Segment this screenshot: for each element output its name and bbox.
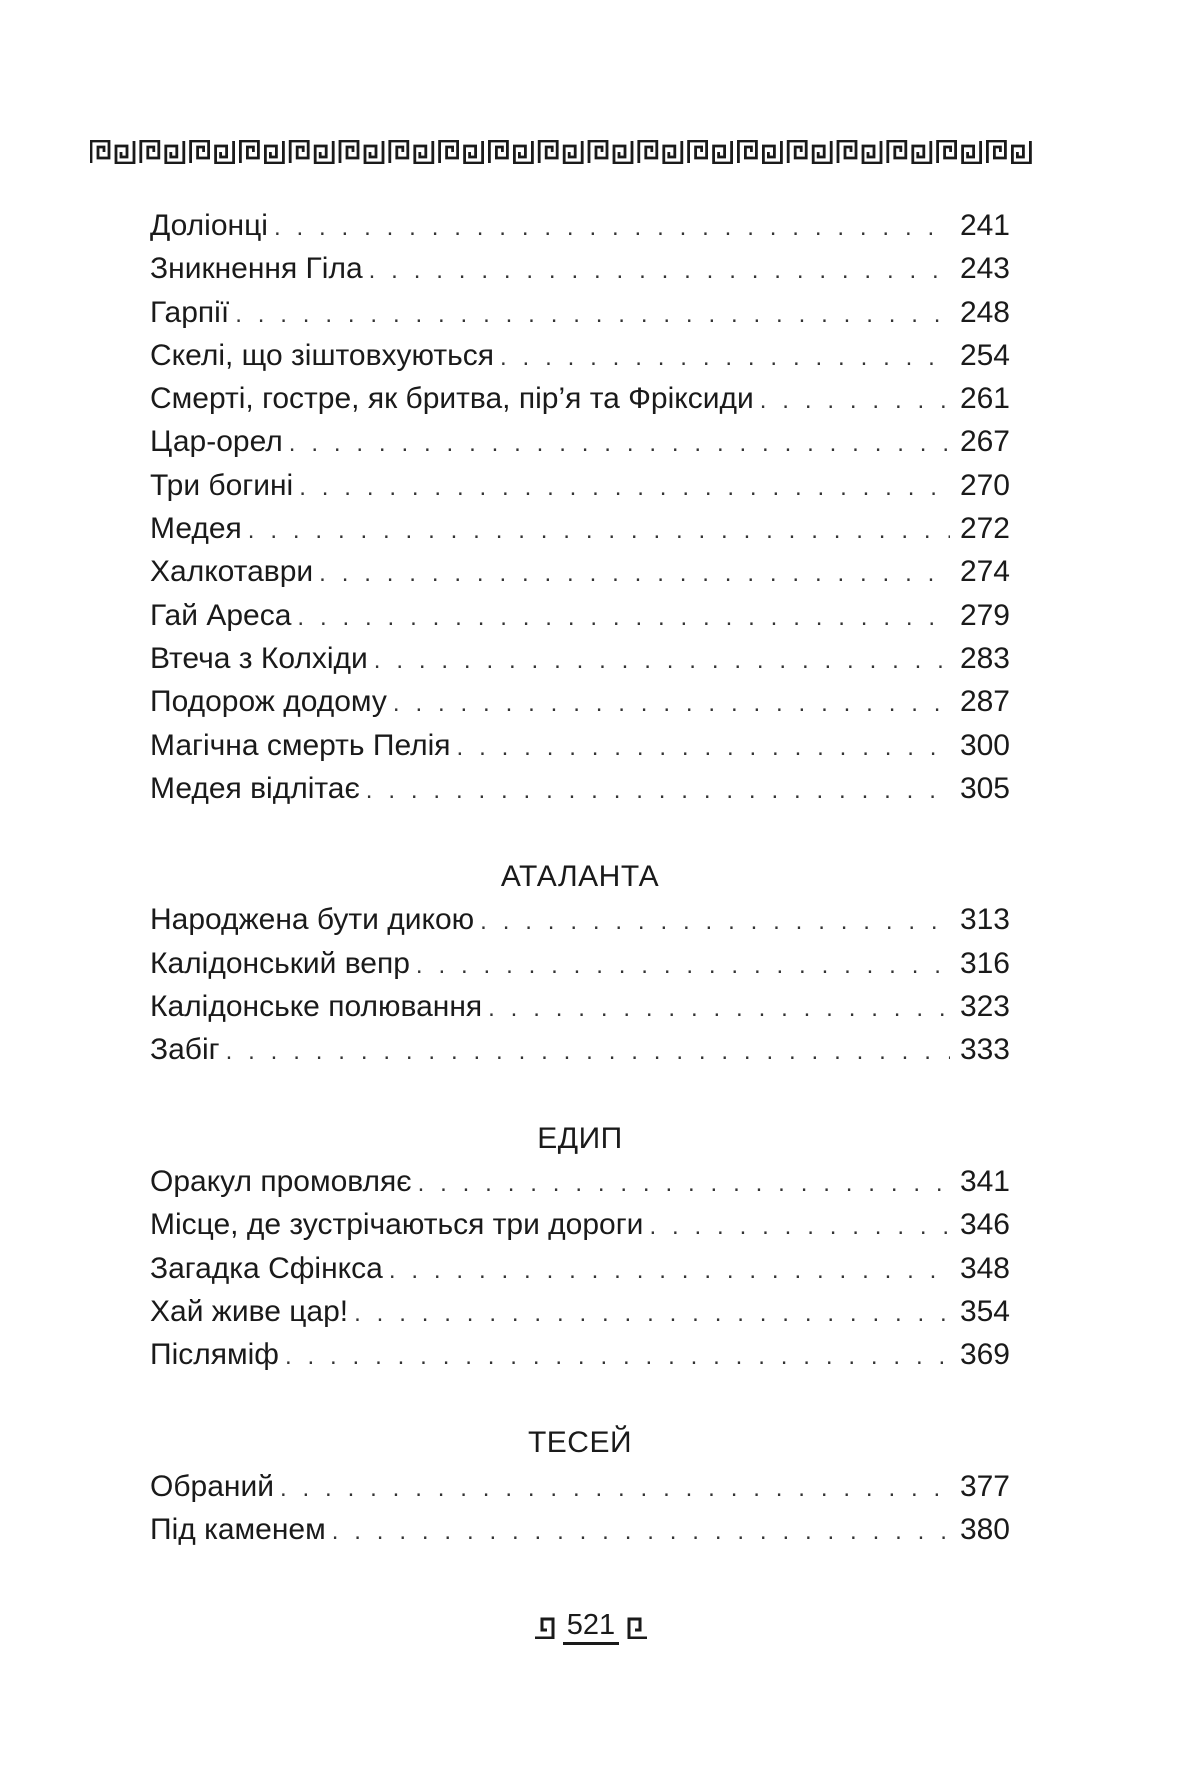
toc-entry-title: Долiонцi <box>150 209 268 242</box>
toc-entry-page: 305 <box>959 771 1010 805</box>
toc-entry <box>150 247 1010 290</box>
section-heading-theseus: ТЕСЕЙ <box>527 1426 633 1460</box>
toc-entry <box>150 594 1010 637</box>
section-heading-oedipus: ЕДИП <box>537 1121 623 1155</box>
toc-entry <box>150 1333 1010 1376</box>
toc-entry <box>150 334 1010 377</box>
toc-entry-title: Обраний <box>150 1469 274 1503</box>
dot-leader <box>299 466 950 507</box>
toc-entry <box>150 1290 1010 1333</box>
toc-entry-title: Загадка Сфiнкса <box>150 1251 383 1285</box>
toc-entry <box>150 724 1010 767</box>
toc-entry-title: Народжена бути дикою <box>150 903 475 937</box>
dot-leader <box>418 1162 950 1203</box>
toc-entry-title: Смертi, гостре, як бритва, пiр’я та Фрiксиди <box>150 382 754 416</box>
toc-entry-page: 279 <box>959 598 1010 632</box>
toc-entry-page: 341 <box>959 1164 1010 1198</box>
dot-leader <box>480 900 950 941</box>
toc-entry-title: Пiсляміф <box>150 1338 279 1372</box>
toc-entry-page: 333 <box>959 1033 1010 1067</box>
toc-entry-page: 300 <box>959 728 1010 762</box>
dot-leader <box>274 206 950 247</box>
toc-entry <box>150 420 1010 463</box>
toc-entry-title: Скелi, що зiштовхуються <box>150 338 494 372</box>
toc-entry-title: Хай живе цар! <box>150 1294 349 1328</box>
dot-leader <box>393 682 950 723</box>
toc-entry <box>150 291 1010 334</box>
toc-group-theseus <box>150 1465 1010 1552</box>
toc-entry-page: 377 <box>959 1469 1010 1503</box>
dot-leader <box>488 987 950 1028</box>
dot-leader <box>760 379 950 420</box>
dot-leader <box>354 1292 950 1333</box>
dot-leader <box>389 1249 950 1290</box>
dot-leader <box>280 1467 950 1508</box>
dot-leader <box>500 336 950 377</box>
table-of-contents <box>150 204 1010 1551</box>
toc-entry-title: Три богинi <box>150 468 294 502</box>
toc-entry-title: Гарпiї <box>150 295 230 329</box>
greek-key-border-icon <box>90 140 1038 164</box>
page-footer <box>0 1610 1182 1645</box>
toc-entry <box>150 1028 1010 1071</box>
toc-entry <box>150 204 1010 247</box>
dot-leader <box>366 769 950 810</box>
toc-entry-title: Гай Ареса <box>150 598 292 632</box>
dot-leader <box>369 249 950 290</box>
toc-entry <box>150 1508 1010 1551</box>
dot-leader <box>319 552 950 593</box>
toc-entry <box>150 1465 1010 1508</box>
toc-entry-page: 287 <box>959 685 1010 719</box>
toc-entry-page: 313 <box>959 903 1010 937</box>
toc-group-argonauts <box>150 204 1010 810</box>
toc-entry-page: 348 <box>959 1251 1010 1285</box>
meander-corner-left-icon <box>533 1617 555 1639</box>
toc-entry <box>150 507 1010 550</box>
toc-entry <box>150 464 1010 507</box>
dot-leader <box>235 293 950 334</box>
toc-group-atalanta <box>150 898 1010 1071</box>
toc-entry <box>150 942 1010 985</box>
toc-entry-page: 267 <box>959 425 1010 459</box>
toc-entry-title: Оракул промовляє <box>150 1164 412 1198</box>
page-number: 521 <box>563 1610 619 1645</box>
toc-entry <box>150 377 1010 420</box>
dot-leader <box>226 1030 950 1071</box>
section-heading-atalanta: АТАЛАНТА <box>500 860 660 894</box>
dot-leader <box>457 726 950 767</box>
dot-leader <box>649 1205 950 1246</box>
toc-entry <box>150 1160 1010 1203</box>
toc-entry-page: 243 <box>959 252 1010 286</box>
dot-leader <box>248 509 950 550</box>
toc-entry-page: 346 <box>959 1208 1010 1242</box>
meander-corner-right-icon <box>627 1617 649 1639</box>
toc-entry-title: Цар-орел <box>150 425 283 459</box>
toc-entry-page: 241 <box>959 209 1010 242</box>
toc-entry <box>150 767 1010 810</box>
toc-entry-title: Втеча з Колхiди <box>150 641 368 675</box>
toc-entry <box>150 1203 1010 1246</box>
toc-entry <box>150 637 1010 680</box>
toc-entry-title: Забiг <box>150 1033 220 1067</box>
toc-entry-title: Калiдонський вепр <box>150 946 410 980</box>
toc-entry-title: Халкотаври <box>150 555 314 589</box>
toc-entry <box>150 898 1010 941</box>
dot-leader <box>332 1510 950 1551</box>
toc-entry-title: Зникнення Гiла <box>150 252 363 286</box>
toc-entry-page: 270 <box>959 468 1010 502</box>
toc-entry <box>150 985 1010 1028</box>
toc-group-oedipus <box>150 1160 1010 1376</box>
toc-entry-page: 272 <box>959 512 1010 546</box>
toc-entry-title: Медея <box>150 512 242 546</box>
toc-entry-title: Пiд каменем <box>150 1513 326 1547</box>
toc-entry-page: 248 <box>959 295 1010 329</box>
toc-entry-page: 380 <box>959 1513 1010 1547</box>
toc-entry-page: 316 <box>959 946 1010 980</box>
toc-entry-page: 261 <box>959 382 1010 416</box>
toc-entry-page: 369 <box>959 1338 1010 1372</box>
toc-entry-page: 283 <box>959 641 1010 675</box>
toc-entry-page: 274 <box>959 555 1010 589</box>
toc-entry <box>150 1247 1010 1290</box>
toc-entry-title: Медея вiдлiтає <box>150 771 360 805</box>
dot-leader <box>374 639 950 680</box>
dot-leader <box>289 422 950 463</box>
dot-leader <box>285 1335 950 1376</box>
toc-entry <box>150 680 1010 723</box>
toc-entry-page: 354 <box>959 1294 1010 1328</box>
toc-entry <box>150 550 1010 593</box>
toc-entry-page: 323 <box>959 990 1010 1024</box>
dot-leader <box>297 596 950 637</box>
toc-entry-title: Калiдонське полювання <box>150 990 483 1024</box>
toc-entry-title: Мiсце, де зустрiчаються три дороги <box>150 1208 644 1242</box>
toc-entry-title: Магiчна смерть Пелiя <box>150 728 451 762</box>
dot-leader <box>416 944 950 985</box>
toc-entry-title: Подорож додому <box>150 685 387 719</box>
toc-entry-page: 254 <box>959 338 1010 372</box>
